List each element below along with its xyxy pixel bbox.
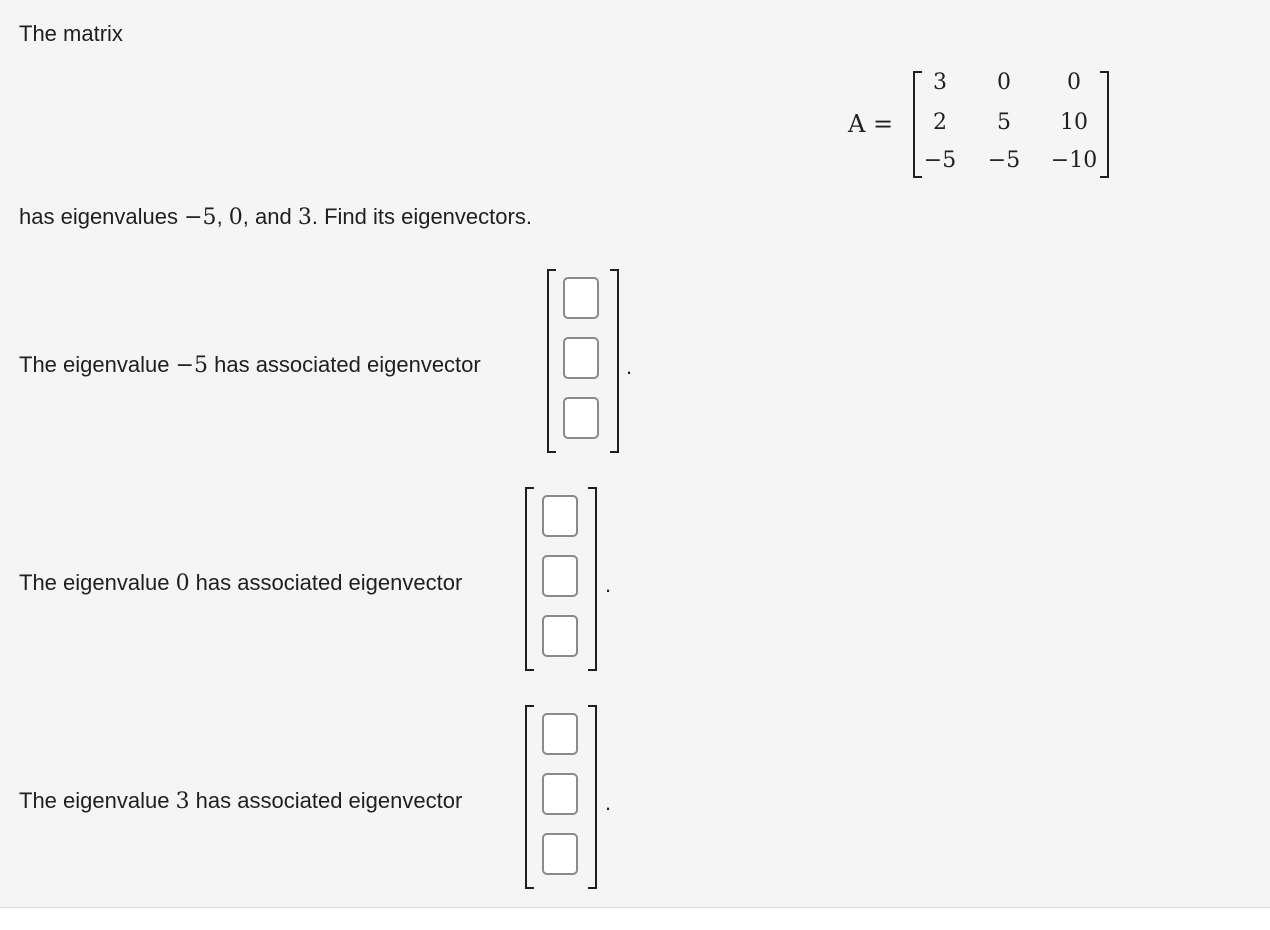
vector-right-bracket	[588, 705, 597, 889]
eigenvector-3-entry-1[interactable]	[542, 713, 578, 755]
eigenvector-2-entry-1[interactable]	[542, 495, 578, 537]
eigenvector-1-entry-3[interactable]	[563, 397, 599, 439]
matrix-cell: −5	[987, 148, 1021, 173]
eigenvector-3-entry-2[interactable]	[542, 773, 578, 815]
sentence-separator: ,	[216, 204, 229, 229]
eigenvector-1-entry-2[interactable]	[563, 337, 599, 379]
eigenvector-1-entry-1[interactable]	[563, 277, 599, 319]
vector-right-bracket	[610, 269, 619, 453]
question-prefix: The eigenvalue	[19, 570, 176, 595]
sentence-suffix: . Find its eigenvectors.	[311, 204, 532, 229]
vector-right-bracket	[588, 487, 597, 671]
matrix-cell: −5	[923, 148, 957, 173]
matrix-cell: 10	[1060, 110, 1088, 135]
eigenvalue-1: −5	[184, 205, 217, 230]
question-prefix: The eigenvalue	[19, 352, 176, 377]
matrix-cell: 3	[933, 70, 947, 95]
question-eigenvalue: 3	[175, 789, 190, 814]
question-prefix: The eigenvalue	[19, 788, 176, 813]
matrix-cell: 2	[933, 110, 947, 135]
question-suffix: has associated eigenvector	[189, 788, 463, 813]
question-suffix: has associated eigenvector	[208, 352, 481, 377]
sentence-separator: , and	[242, 204, 298, 229]
question-eigenvalue: 0	[175, 571, 190, 596]
question-period: .	[605, 572, 612, 597]
sentence-prefix: has eigenvalues	[19, 204, 185, 229]
vector-left-bracket	[525, 487, 534, 671]
matrix-label: A =	[848, 110, 894, 138]
question-eigenvalue: −5	[175, 353, 208, 378]
eigenvector-2-entry-2[interactable]	[542, 555, 578, 597]
vector-left-bracket	[525, 705, 534, 889]
question-3-text	[19, 790, 462, 813]
question-2-text	[19, 572, 462, 595]
eigenvector-2-entry-3[interactable]	[542, 615, 578, 657]
question-1-text	[19, 354, 481, 377]
question-period: .	[626, 354, 633, 379]
matrix-cell: 0	[1067, 70, 1081, 95]
eigenvalue-3: 3	[297, 205, 312, 230]
eigenvalues-sentence	[19, 206, 532, 229]
question-period: .	[605, 790, 612, 815]
matrix-cell: 0	[997, 70, 1011, 95]
matrix-cell: 5	[997, 110, 1011, 135]
question-suffix: has associated eigenvector	[189, 570, 463, 595]
eigenvalue-2: 0	[228, 205, 243, 230]
matrix-cell: −10	[1050, 148, 1098, 173]
intro-text: The matrix	[19, 21, 123, 46]
eigenvector-3-entry-3[interactable]	[542, 833, 578, 875]
vector-left-bracket	[547, 269, 556, 453]
